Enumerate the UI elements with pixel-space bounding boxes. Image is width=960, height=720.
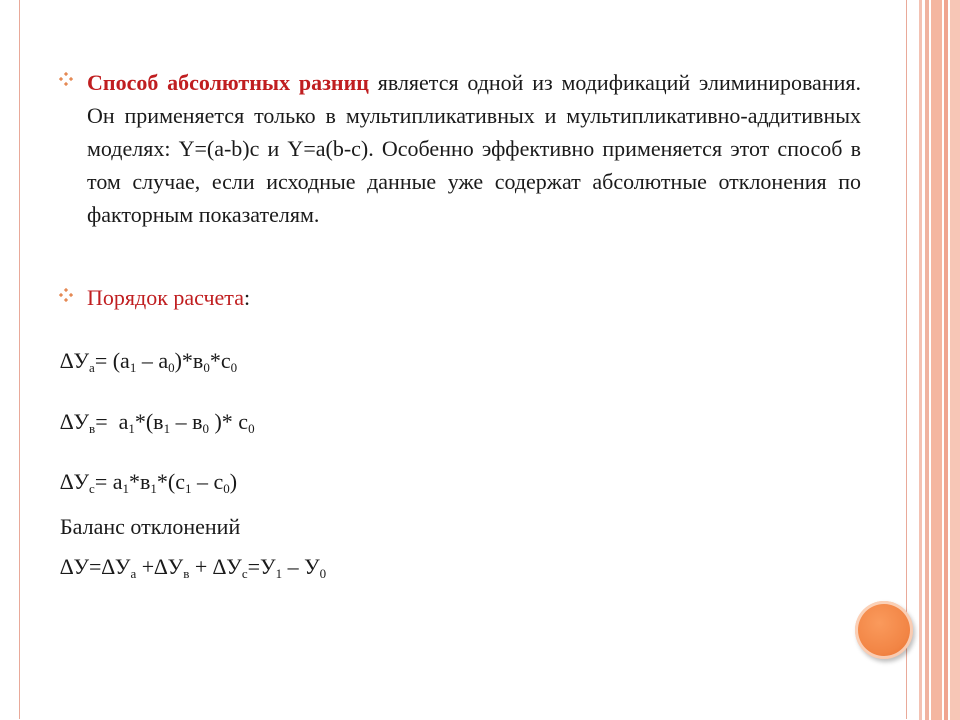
formula-text: )* с [208,409,249,434]
formula-subscript: с [89,481,95,496]
formula-subscript: 1 [128,421,135,436]
formula-subscript: а [130,566,137,581]
formula-delta-b [60,407,255,437]
formula-text: = а [94,469,123,494]
formula-text: *с [209,348,231,373]
decor-stripe [931,0,942,720]
decor-stripe [919,0,922,720]
formula-subscript: 1 [275,566,283,581]
formula-text: + ∆У [189,554,242,579]
formula-subscript: 1 [184,481,192,496]
formula-subscript: в [89,421,96,436]
formula-text: ∆У [60,348,90,373]
decor-stripe [944,0,948,720]
formula-text: +∆У [136,554,184,579]
formula-text: = а [95,409,129,434]
formula-subscript: 1 [150,481,157,496]
formula-delta-a [60,346,237,376]
formula-delta-c [60,467,237,497]
formula-text: *(с [156,469,185,494]
formula-subscript: 1 [129,360,137,375]
decor-stripe [925,0,929,720]
formula-text: ∆У [60,469,90,494]
formula-text: )*в [174,348,204,373]
formula-text: ∆У=∆У [60,554,131,579]
formula-subscript: 0 [202,421,209,436]
calculation-order-heading [87,281,250,314]
paragraph-text: является одной из модификаций элиминирования. Он применяется только в мультипликативных и мультипликативно-аддитивных моделях: Y=(a-b)c и Y=a(b-c). Особенно эффективно применяется этот способ в том случае, если исходные данные уже содержат абсолютные отклонения по факторным показателям. [87,70,861,227]
term-highlight: Способ абсолютных разниц [87,70,369,95]
formula-text: – в [170,409,203,434]
formula-subscript: а [89,360,95,375]
formula-text: ) [229,469,238,494]
balance-title: Баланс отклонений [60,514,241,539]
order-highlight: Порядок расчета [87,285,244,310]
formula-text: =У [247,554,276,579]
formula-text: – У [282,554,320,579]
formula-text: = (а [94,348,130,373]
diamond-bullet-icon [59,72,73,86]
formula-text: ∆У [60,409,90,434]
decor-stripe [950,0,960,720]
formula-subscript: 0 [168,360,175,375]
formula-subscript: в [183,566,190,581]
formula-subscript: 0 [203,360,210,375]
formula-subscript: 0 [319,566,327,581]
formula-subscript: 1 [122,481,129,496]
formula-subscript: 0 [223,481,230,496]
formula-subscript: 0 [230,360,238,375]
paragraph-absolute-differences [87,66,861,231]
decorative-orange-circle [855,601,913,659]
formula-subscript: 1 [163,421,171,436]
order-suffix: : [243,285,251,310]
formula-subscript: с [241,566,248,581]
formula-total-balance [60,552,326,582]
formula-text: – а [136,348,169,373]
diamond-bullet-icon [59,288,73,302]
formula-text: – с [191,469,224,494]
formula-text: *в [129,469,151,494]
formula-text: *(в [134,409,164,434]
formula-subscript: 0 [248,421,255,436]
